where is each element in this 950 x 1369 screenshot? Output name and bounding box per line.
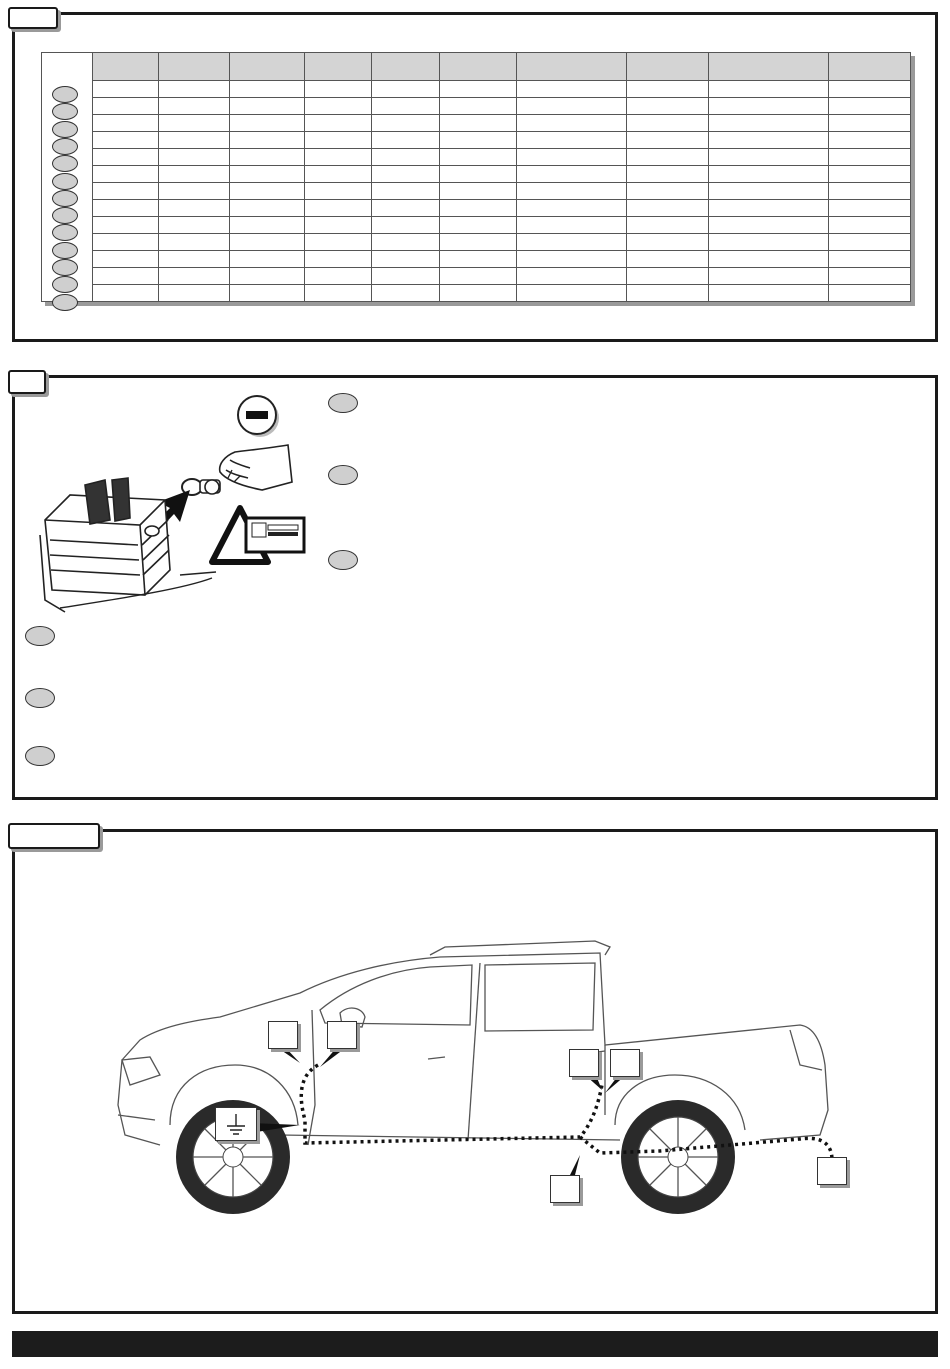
table-header-cell xyxy=(159,53,230,81)
table-cell xyxy=(230,251,305,268)
table-cell xyxy=(440,132,517,149)
table-cell xyxy=(440,285,517,302)
table-cell xyxy=(159,98,230,115)
table-cell xyxy=(93,149,159,166)
table-cell xyxy=(829,115,911,132)
table-cell xyxy=(517,268,627,285)
table-row xyxy=(42,98,911,115)
table-cell xyxy=(708,81,829,98)
table-cell xyxy=(440,200,517,217)
row-number-badge xyxy=(52,259,78,276)
table-row xyxy=(42,81,911,98)
table-cell xyxy=(517,285,627,302)
table-row xyxy=(42,217,911,234)
table-cell xyxy=(230,285,305,302)
table-cell xyxy=(440,81,517,98)
table-row xyxy=(42,200,911,217)
callout-box xyxy=(550,1175,580,1203)
table-cell xyxy=(371,217,440,234)
table-cell xyxy=(517,81,627,98)
table-cell xyxy=(305,81,371,98)
row-number-badge xyxy=(52,138,78,155)
table-cell xyxy=(93,268,159,285)
row-number-badge xyxy=(52,121,78,138)
table-cell xyxy=(627,234,709,251)
table-cell xyxy=(159,285,230,302)
row-number-badge xyxy=(52,242,78,259)
table-cell xyxy=(440,166,517,183)
table-cell xyxy=(627,81,709,98)
table-cell xyxy=(371,183,440,200)
table-cell xyxy=(829,251,911,268)
battery-icon xyxy=(40,478,216,612)
table-cell xyxy=(93,98,159,115)
table-cell xyxy=(517,98,627,115)
step-badge xyxy=(328,393,358,413)
table-cell xyxy=(440,234,517,251)
table-cell xyxy=(708,115,829,132)
rear-wheel-icon xyxy=(621,1100,735,1214)
table-cell xyxy=(230,115,305,132)
row-number-badge xyxy=(52,294,78,311)
table-cell xyxy=(829,268,911,285)
table-cell xyxy=(627,251,709,268)
table-cell xyxy=(517,183,627,200)
table-cell xyxy=(708,200,829,217)
table-cell xyxy=(371,166,440,183)
table-cell xyxy=(517,149,627,166)
step-badge xyxy=(25,626,55,646)
table-cell xyxy=(305,251,371,268)
table-panel-tab xyxy=(8,7,58,29)
table-cell xyxy=(708,183,829,200)
table-cell xyxy=(230,149,305,166)
table-cell xyxy=(93,81,159,98)
callout-pointer xyxy=(278,1047,300,1063)
table-cell xyxy=(93,183,159,200)
table-header-cell xyxy=(230,53,305,81)
table-cell xyxy=(517,200,627,217)
table-cell xyxy=(230,98,305,115)
table-cell xyxy=(230,183,305,200)
table-row xyxy=(42,285,911,302)
table-row xyxy=(42,183,911,200)
table-cell xyxy=(371,200,440,217)
table-cell xyxy=(440,268,517,285)
table-header-cell xyxy=(517,53,627,81)
table-cell xyxy=(305,234,371,251)
table-cell xyxy=(93,234,159,251)
table-cell xyxy=(371,132,440,149)
table-cell xyxy=(627,200,709,217)
table-cell xyxy=(230,81,305,98)
table-cell xyxy=(829,98,911,115)
negative-terminal-icon xyxy=(238,396,279,437)
table-cell xyxy=(159,149,230,166)
wiring-route xyxy=(301,1065,832,1160)
ground-icon xyxy=(216,1108,256,1140)
table-header-cell xyxy=(829,53,911,81)
table-cell xyxy=(627,183,709,200)
table-cell xyxy=(230,200,305,217)
table-cell xyxy=(708,132,829,149)
table-cell xyxy=(305,115,371,132)
table-cell xyxy=(305,98,371,115)
table-cell xyxy=(627,115,709,132)
step-badge xyxy=(328,465,358,485)
table-cell xyxy=(159,234,230,251)
table-cell xyxy=(627,217,709,234)
manual-reference-icon xyxy=(246,518,304,552)
hand-icon xyxy=(220,445,292,490)
table-cell xyxy=(829,285,911,302)
table-cell xyxy=(159,217,230,234)
table-cell xyxy=(708,268,829,285)
table-cell xyxy=(159,132,230,149)
table-cell xyxy=(93,166,159,183)
table-cell xyxy=(708,234,829,251)
row-number-badge xyxy=(52,86,78,103)
table-cell xyxy=(230,268,305,285)
table-cell xyxy=(517,166,627,183)
row-number-badge xyxy=(52,207,78,224)
table-cell xyxy=(159,183,230,200)
table-cell xyxy=(230,166,305,183)
table-cell xyxy=(440,115,517,132)
table-cell xyxy=(627,166,709,183)
table-cell xyxy=(829,149,911,166)
table-cell xyxy=(159,251,230,268)
table-cell xyxy=(440,183,517,200)
table-row xyxy=(42,268,911,285)
table-cell xyxy=(230,234,305,251)
table-cell xyxy=(371,251,440,268)
step-badge xyxy=(328,550,358,570)
table-cell xyxy=(305,183,371,200)
table-cell xyxy=(159,200,230,217)
table-cell xyxy=(829,132,911,149)
table-header-cell xyxy=(371,53,440,81)
table-cell xyxy=(829,81,911,98)
table-cell xyxy=(708,98,829,115)
table-cell xyxy=(159,166,230,183)
table-cell xyxy=(708,285,829,302)
row-number-badge xyxy=(52,173,78,190)
table-cell xyxy=(708,166,829,183)
table-cell xyxy=(371,285,440,302)
table-header-row xyxy=(42,53,911,81)
table-cell xyxy=(517,234,627,251)
row-number-badge xyxy=(52,190,78,207)
table-cell xyxy=(517,115,627,132)
callout-pointer xyxy=(320,1047,344,1067)
table-cell xyxy=(829,234,911,251)
table-cell xyxy=(371,268,440,285)
step-badge xyxy=(25,688,55,708)
table-cell xyxy=(829,200,911,217)
table-cell xyxy=(708,149,829,166)
table-cell xyxy=(708,251,829,268)
table-cell xyxy=(440,217,517,234)
table-cell xyxy=(371,234,440,251)
table-cell xyxy=(440,98,517,115)
table-row xyxy=(42,115,911,132)
table-cell xyxy=(371,81,440,98)
table-cell xyxy=(305,149,371,166)
table-cell xyxy=(305,285,371,302)
table-cell xyxy=(627,149,709,166)
table-cell xyxy=(517,132,627,149)
table-cell xyxy=(829,166,911,183)
table-cell xyxy=(371,149,440,166)
table-cell xyxy=(371,98,440,115)
table-header-cell xyxy=(627,53,709,81)
table-cell xyxy=(93,115,159,132)
table-cell xyxy=(230,217,305,234)
footer-bar xyxy=(12,1331,938,1357)
table-header-cell xyxy=(440,53,517,81)
table-cell xyxy=(93,200,159,217)
table-row xyxy=(42,251,911,268)
table-cell xyxy=(627,98,709,115)
table-row xyxy=(42,234,911,251)
table-cell xyxy=(627,268,709,285)
table-cell xyxy=(159,268,230,285)
table-cell xyxy=(440,149,517,166)
table-cell xyxy=(517,217,627,234)
vehicle-wiring-diagram xyxy=(100,935,850,1225)
table-cell xyxy=(305,217,371,234)
table-cell xyxy=(829,183,911,200)
table-cell xyxy=(305,132,371,149)
callout-box xyxy=(268,1021,298,1049)
table-cell xyxy=(440,251,517,268)
table-header-cell xyxy=(93,53,159,81)
ground-callout-box xyxy=(215,1107,257,1141)
table-cell xyxy=(93,285,159,302)
table-cell xyxy=(159,81,230,98)
table-cell xyxy=(93,217,159,234)
table-cell xyxy=(159,115,230,132)
parts-table xyxy=(41,52,911,302)
table-cell xyxy=(305,200,371,217)
table-cell xyxy=(829,217,911,234)
vehicle-panel-tab xyxy=(8,823,100,849)
step-badge xyxy=(25,746,55,766)
table-cell xyxy=(627,285,709,302)
table-header-cell xyxy=(708,53,829,81)
table-cell xyxy=(627,132,709,149)
table-header-cell xyxy=(305,53,371,81)
table-cell xyxy=(305,268,371,285)
table-cell xyxy=(371,115,440,132)
callout-box xyxy=(817,1157,847,1185)
callout-box xyxy=(569,1049,599,1077)
table-cell xyxy=(93,251,159,268)
table-cell xyxy=(708,217,829,234)
table-cell xyxy=(517,251,627,268)
table-cell xyxy=(93,132,159,149)
table-row xyxy=(42,166,911,183)
table-row xyxy=(42,132,911,149)
table-cell xyxy=(305,166,371,183)
battery-illustration xyxy=(30,390,320,615)
callout-box xyxy=(610,1049,640,1077)
table-row xyxy=(42,149,911,166)
callout-box xyxy=(327,1021,357,1049)
table-cell xyxy=(230,132,305,149)
